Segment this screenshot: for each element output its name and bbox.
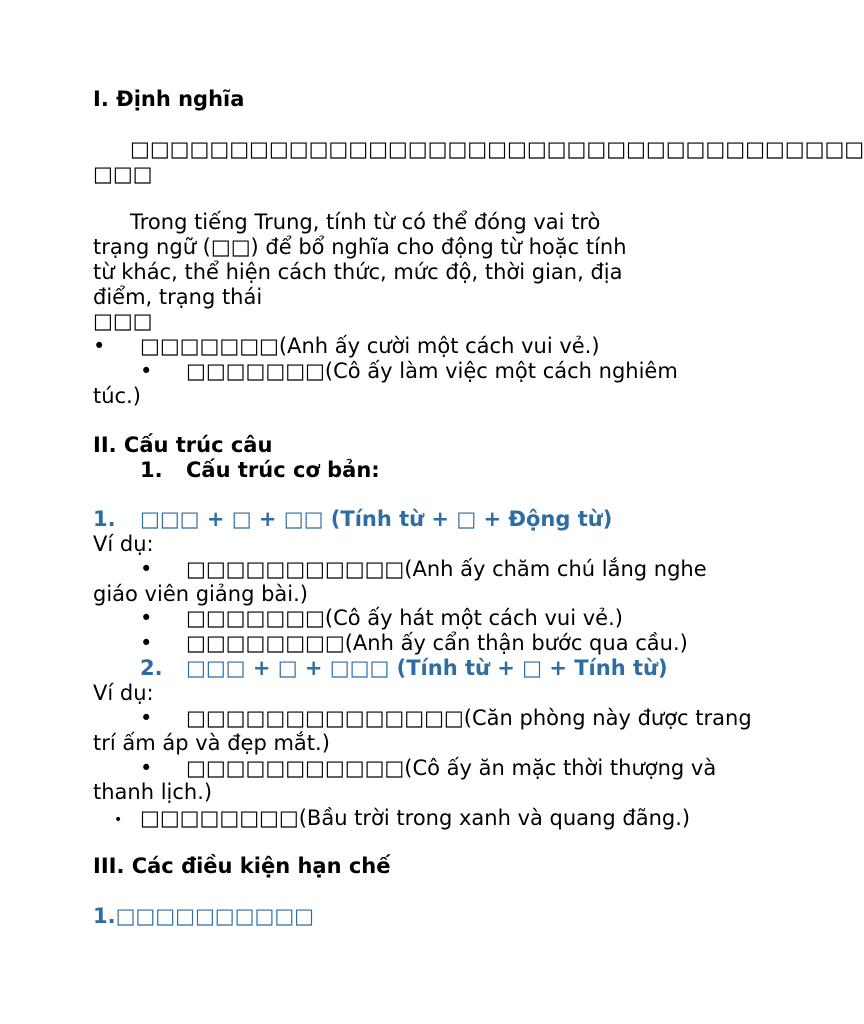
list-number: 1. <box>140 458 163 482</box>
bullet-icon: • <box>93 334 106 358</box>
example-item: □□□□□□□□(Anh ấy cẩn thận bước qua cầu.) <box>186 631 688 655</box>
bullet-icon: • <box>140 359 153 383</box>
example-item-continuation: thanh lịch.) <box>93 780 213 804</box>
example-item: □□□□□□□□□□□□□□(Căn phòng này được trang <box>186 706 752 730</box>
list-number: 1. <box>93 507 116 531</box>
example-item-continuation: trí ấm áp và đẹp mắt.) <box>93 731 330 755</box>
example-item: □□□□□□□□□□□(Cô ấy ăn mặc thời thượng và <box>186 756 717 780</box>
example-item-continuation: giáo viên giảng bài.) <box>93 582 308 606</box>
example-item: □□□□□□□(Anh ấy cười một cách vui vẻ.) <box>140 334 600 358</box>
list-number: 2. <box>140 656 163 680</box>
subheading-basic-structure: Cấu trúc cơ bản: <box>186 458 380 482</box>
example-item: □□□□□□□□(Bầu trời trong xanh và quang đãng.) <box>140 806 691 830</box>
structure-pattern-heading: □□□ + □ + □□□ (Tính từ + □ + Tính từ) <box>186 656 668 680</box>
example-item: □□□□□□□□□□□(Anh ấy chăm chú lắng nghe <box>186 557 707 581</box>
example-item-continuation: túc.) <box>93 384 141 408</box>
structure-pattern-heading: □□□ + □ + □□ (Tính từ + □ + Động từ) <box>140 507 613 531</box>
paragraph-line: từ khác, thể hiện cách thức, mức độ, thời gian, địa <box>93 260 623 284</box>
bullet-icon: • <box>140 557 153 581</box>
cjk-paragraph-line: □□□□□□□□□□□□□□□□□□□□□□□□□□□□□□□□□□□□□ <box>130 137 864 161</box>
cjk-paragraph-line: □□□ <box>93 162 153 186</box>
bullet-icon: • <box>140 756 153 780</box>
paragraph-line: điểm, trạng thái <box>93 285 263 309</box>
section-heading-restrictions: III. Các điều kiện hạn chế <box>93 854 391 878</box>
bullet-icon: • <box>140 706 153 730</box>
paragraph-line: Trong tiếng Trung, tính từ có thể đóng vai trò <box>130 210 601 234</box>
example-label: □□□ <box>93 309 153 333</box>
example-item: □□□□□□□(Cô ấy hát một cách vui vẻ.) <box>186 606 623 630</box>
bullet-icon: • <box>140 631 153 655</box>
bullet-icon: • <box>114 812 123 828</box>
paragraph-line: trạng ngữ (□□) để bổ nghĩa cho động từ hoặc tính <box>93 235 627 259</box>
example-label: Ví dụ: <box>93 681 154 705</box>
example-item: □□□□□□□(Cô ấy làm việc một cách nghiêm <box>186 359 678 383</box>
example-label: Ví dụ: <box>93 532 154 556</box>
section-heading-structure: II. Cấu trúc câu <box>93 433 273 457</box>
section-heading-definition: I. Định nghĩa <box>93 87 245 111</box>
bullet-icon: • <box>140 606 153 630</box>
subheading-restriction-1: 1.□□□□□□□□□□ <box>93 904 315 928</box>
